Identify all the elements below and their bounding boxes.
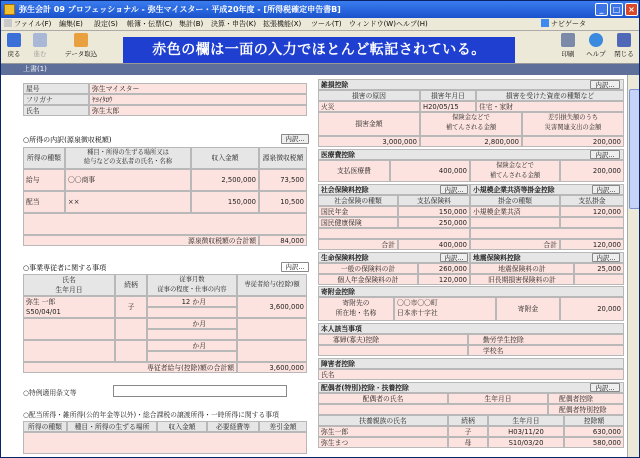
yago-field[interactable]: 弥生マイスター <box>89 83 307 94</box>
zasson-insurance[interactable]: 2,800,000 <box>420 136 522 147</box>
fuyo-h-name: 扶養親族の氏名 <box>318 415 448 426</box>
jishin-row1-label: 地震保険料の計 <box>470 263 574 274</box>
family-row1-relation[interactable]: 子 <box>115 296 147 318</box>
haito-h-amount: 収入金額 <box>157 421 207 432</box>
jishin-title: 地震保険料控除 <box>470 252 624 263</box>
seimei-row1-label: 一般の保険料の計 <box>318 263 418 274</box>
menu-window[interactable]: ウィンドウ(W) <box>349 20 396 28</box>
honin-school-field[interactable]: 学校名 <box>468 345 624 356</box>
menu-edit[interactable]: 編集(E) <box>59 20 83 28</box>
jishin-row1-value[interactable]: 25,000 <box>574 263 624 274</box>
kigyou-row1-kind[interactable]: 小規模企業共済 <box>470 206 560 217</box>
zasson-loss[interactable]: 3,000,000 <box>318 136 420 147</box>
honin-kafu-checkbox[interactable]: 寡婦(寡夫)控除 <box>318 334 468 345</box>
family-row3-name[interactable] <box>23 340 115 362</box>
income-h-kind: 所得の種類 <box>23 147 65 169</box>
annotation-banner: 赤色の欄は一面の入力でほとんど転記されている。 <box>123 37 515 63</box>
kigyou-h-paid: 支払掛金 <box>560 195 624 206</box>
jishin-row2-label: 旧長期損害保険料の計 <box>470 274 574 285</box>
zasson-title: 雑損控除 <box>318 79 624 90</box>
fuyo-h-birth: 生年月日 <box>488 415 564 426</box>
document-tab[interactable]: 上書(1) <box>1 64 640 75</box>
fuyo-row1-birth[interactable]: H03/11/20 <box>488 426 564 437</box>
import-icon <box>74 33 88 47</box>
haito-h-place: 種目・所得の生ずる場所 <box>67 421 157 432</box>
file-icon <box>4 19 12 27</box>
haigu-h-name: 配偶者の氏名 <box>318 393 448 404</box>
honin-student-checkbox[interactable]: 勤労学生控除 <box>468 334 624 345</box>
family-h-name: 氏名 生年月日 <box>23 274 115 296</box>
income-row2-tax[interactable]: 10,500 <box>259 191 307 213</box>
jishin-detail-button[interactable]: 内訳... <box>592 253 620 262</box>
income-section-title: ○所得の内訳(源泉徴収税額) <box>23 136 112 144</box>
kifu-place[interactable]: 〇〇市〇〇町 日本赤十字社 <box>394 297 496 321</box>
income-h-tax: 源泉徴収税額 <box>259 147 307 169</box>
zasson-h-asset: 損害を受けた資産の種類など <box>476 90 624 101</box>
income-row2-amount[interactable]: 150,000 <box>191 191 259 213</box>
family-section-title: ○事業専従者に関する事項 <box>23 264 107 272</box>
haito-row1[interactable] <box>23 432 307 454</box>
zasson-asset[interactable]: 住宅・家財 <box>476 101 624 112</box>
name-field[interactable]: 弥生太郎 <box>89 105 307 116</box>
close-door-icon <box>617 33 631 47</box>
income-row2-place[interactable]: ×× <box>65 191 191 213</box>
shakai-h-paid: 支払保険料 <box>398 195 470 206</box>
seimei-title: 生命保険料控除 <box>318 252 470 263</box>
zasson-h-loss: 損害金額 <box>318 112 420 136</box>
shakai-row1-kind[interactable]: 国民年金 <box>318 206 398 217</box>
shakai-total-label: 合計 <box>318 239 398 250</box>
family-row2-relation[interactable] <box>115 318 147 340</box>
kigyou-row2-paid[interactable] <box>560 217 624 228</box>
kifu-amount-label: 寄附金 <box>496 297 560 321</box>
back-arrow-icon <box>7 33 21 47</box>
fuyo-row2-name[interactable]: 弥生まつ <box>318 437 448 448</box>
fuyo-row1-relation[interactable]: 子 <box>448 426 488 437</box>
close-button[interactable]: × <box>625 3 638 16</box>
haigu-title: 配偶者(特別)控除・扶養控除 <box>318 382 624 393</box>
kigyou-row2-kind[interactable] <box>470 217 560 228</box>
shakai-row3[interactable] <box>318 228 470 239</box>
menu-help[interactable]: ヘルプ(H) <box>396 20 428 28</box>
family-row2-work[interactable] <box>147 329 237 340</box>
iryo-title: 医療費控除 <box>318 149 624 160</box>
app-icon <box>4 4 15 15</box>
forward-button[interactable]: 進む <box>31 33 49 58</box>
kigyou-row1-paid[interactable]: 120,000 <box>560 206 624 217</box>
income-h-place: 種目・所得の生ずる場所又は 給与などの支払者の氏名・名称 <box>65 147 191 169</box>
seimei-row2-label: 個人年金保険料の計 <box>318 274 418 285</box>
income-h-amount: 収入金額 <box>191 147 259 169</box>
close-tool-button[interactable]: 閉じる <box>613 33 635 58</box>
shakai-row2-paid[interactable]: 250,000 <box>398 217 470 228</box>
family-row1-name[interactable]: 弥生 一郎 S50/04/01 <box>23 296 115 318</box>
family-total-label: 専従者給与(控除)額の合計額 <box>23 362 237 373</box>
iryo-h-insurance: 保険金などで 補てんされる金額 <box>470 160 560 182</box>
print-button[interactable]: 印刷 <box>559 33 577 58</box>
family-row2-months[interactable]: か月 <box>147 318 237 329</box>
iryo-detail-button[interactable]: 内訳... <box>590 150 620 159</box>
window-title: 弥生会計 09 プロフェッショナル - 弥生マイスター・平成20年度 - [所得税確定申告書B] <box>19 5 341 14</box>
kifu-title: 寄附金控除 <box>318 286 624 297</box>
income-row1-place[interactable]: 〇〇商事 <box>65 169 191 191</box>
family-row3-work[interactable] <box>147 351 237 362</box>
zasson-disaster[interactable]: 200,000 <box>522 136 624 147</box>
family-row2-name[interactable] <box>23 318 115 340</box>
fuyo-h-deduction: 控除額 <box>564 415 624 426</box>
menu-settlement[interactable]: 決算・申告(K) <box>211 20 257 28</box>
honin-blank <box>318 345 468 356</box>
kigyou-h-kind: 掛金の種類 <box>470 195 560 206</box>
iryo-insurance[interactable]: 200,000 <box>560 160 624 182</box>
minimize-button[interactable]: _ <box>595 3 608 16</box>
family-row1-work[interactable] <box>147 307 237 318</box>
zasson-h-date: 損害年月日 <box>420 90 476 101</box>
family-h-work: 従事月数 従事の程度・仕事の内容 <box>147 274 237 296</box>
iryo-paid[interactable]: 400,000 <box>390 160 470 182</box>
family-detail-button[interactable]: 内訳... <box>281 262 309 272</box>
shogai-title: 障害者控除 <box>318 358 624 369</box>
kifu-amount[interactable]: 20,000 <box>560 297 624 321</box>
haito-section-title: ○配当所得・雑所得(公的年金等以外)・総合課税の譲渡所得・一時所得に関する事項 <box>23 411 279 419</box>
import-button[interactable]: データ取込 <box>63 33 99 58</box>
menu-extensions[interactable]: 拡張機能(X) <box>263 20 302 28</box>
menu-bar <box>1 18 640 31</box>
shogai-name-field[interactable]: 氏名 <box>318 369 624 380</box>
shakai-total: 400,000 <box>398 239 470 250</box>
seimei-detail-button[interactable]: 内訳... <box>440 253 468 262</box>
haigu-detail-button[interactable]: 内訳... <box>590 383 620 392</box>
zasson-h-cause: 損害の原因 <box>318 90 420 101</box>
income-detail-button[interactable]: 内訳... <box>281 134 309 144</box>
zasson-h-disaster: 差引損失額のうち 災害関連支出の金額 <box>522 112 624 136</box>
title-bar <box>1 1 640 18</box>
jishin-row2-value[interactable] <box>574 274 624 285</box>
haito-h-expense: 必要経費等 <box>207 421 259 432</box>
kigyou-row3[interactable] <box>470 228 624 239</box>
haigu-values[interactable] <box>318 404 548 415</box>
help-icon <box>589 33 603 47</box>
zasson-date[interactable]: H20/05/15 <box>420 101 476 112</box>
back-button[interactable]: 戻る <box>5 33 23 58</box>
fuyo-row2-relation[interactable]: 母 <box>448 437 488 448</box>
fuyo-row2-deduction[interactable]: 580,000 <box>564 437 624 448</box>
form-content <box>1 75 640 458</box>
haigu-checkbox[interactable]: 配偶者控除 <box>548 393 624 404</box>
haigu-h-birth: 生年月日 <box>448 393 548 404</box>
haigu-special-checkbox[interactable]: 配偶者特別控除 <box>548 404 624 415</box>
family-row3-months[interactable]: か月 <box>147 340 237 351</box>
family-row3-salary[interactable] <box>237 340 307 362</box>
navigator-link[interactable]: ナビゲータ <box>541 18 586 31</box>
furigana-label: フリガナ <box>23 94 89 105</box>
kigyou-total-label: 合計 <box>470 239 560 250</box>
zasson-detail-button[interactable]: 内訳... <box>590 80 620 89</box>
printer-icon <box>561 33 575 47</box>
fuyo-row1-deduction[interactable]: 630,000 <box>564 426 624 437</box>
menu-settings[interactable]: 設定(S) <box>94 20 118 28</box>
seimei-row1-value[interactable]: 260,000 <box>418 263 470 274</box>
maximize-button[interactable]: □ <box>610 3 623 16</box>
family-row1-months[interactable]: 12 か月 <box>147 296 237 307</box>
menu-file[interactable]: ファイル(F) <box>4 18 51 31</box>
menu-summary[interactable]: 集計(B) <box>179 20 204 28</box>
deduction-panel <box>318 79 624 458</box>
shakai-h-kind: 社会保険の種類 <box>318 195 398 206</box>
kigyou-total: 120,000 <box>560 239 624 250</box>
tokurei-label: ○特例適用条文等 <box>23 389 77 397</box>
shakai-row1-paid[interactable]: 150,000 <box>398 206 470 217</box>
family-h-relation: 続柄 <box>115 274 147 296</box>
haito-h-net: 差引金額 <box>259 421 307 432</box>
family-total: 3,600,000 <box>237 362 307 373</box>
family-row3-relation[interactable] <box>115 340 147 362</box>
navigator-icon <box>541 19 549 27</box>
income-row1-kind[interactable]: 給与 <box>23 169 65 191</box>
kigyou-title: 小規模企業共済等掛金控除 <box>470 184 624 195</box>
forward-arrow-icon <box>33 33 47 47</box>
vertical-scrollbar[interactable] <box>627 75 640 458</box>
tokurei-input[interactable] <box>113 385 287 397</box>
honin-title: 本人該当事項 <box>318 323 624 334</box>
kigyou-detail-button[interactable]: 内訳... <box>592 185 620 194</box>
family-h-salary: 専従者給与(控除)額 <box>237 274 307 296</box>
shakai-detail-button[interactable]: 内訳... <box>440 185 468 194</box>
family-row1-salary[interactable]: 3,600,000 <box>237 296 307 318</box>
income-total-label: 源泉徴収税額の合計額 <box>23 235 259 246</box>
scrollbar-thumb[interactable] <box>629 89 640 209</box>
fuyo-row2-birth[interactable]: S10/03/20 <box>488 437 564 448</box>
fuyo-row1-name[interactable]: 弥生一郎 <box>318 426 448 437</box>
zasson-cause[interactable]: 火災 <box>318 101 420 112</box>
income-total: 84,000 <box>259 235 307 246</box>
iryo-h-paid: 支払医療費 <box>318 160 390 182</box>
zasson-h-insurance: 保険金などで 補てんされる金額 <box>420 112 522 136</box>
income-row1-tax[interactable]: 73,500 <box>259 169 307 191</box>
family-row2-salary[interactable] <box>237 318 307 340</box>
fuyo-h-relation: 続柄 <box>448 415 488 426</box>
haito-h-kind: 所得の種類 <box>23 421 67 432</box>
income-row1-amount[interactable]: 2,500,000 <box>191 169 259 191</box>
kifu-h-place: 寄附先の 所在地・名称 <box>318 297 394 321</box>
shakai-title: 社会保険料控除 <box>318 184 470 195</box>
yago-label: 屋号 <box>23 83 89 94</box>
help-button[interactable]: ヘルプ <box>585 33 607 58</box>
menu-ledger[interactable]: 帳簿・伝票(C) <box>127 20 173 28</box>
income-empty-row[interactable] <box>23 213 307 235</box>
furigana-field[interactable]: ﾔﾖｲﾀﾛｳ <box>89 94 307 105</box>
income-row2-kind[interactable]: 配当 <box>23 191 65 213</box>
name-label: 氏名 <box>23 105 89 116</box>
seimei-row2-value[interactable]: 120,000 <box>418 274 470 285</box>
shakai-row2-kind[interactable]: 国民健康保険 <box>318 217 398 228</box>
menu-tools[interactable]: ツール(T) <box>311 20 342 28</box>
